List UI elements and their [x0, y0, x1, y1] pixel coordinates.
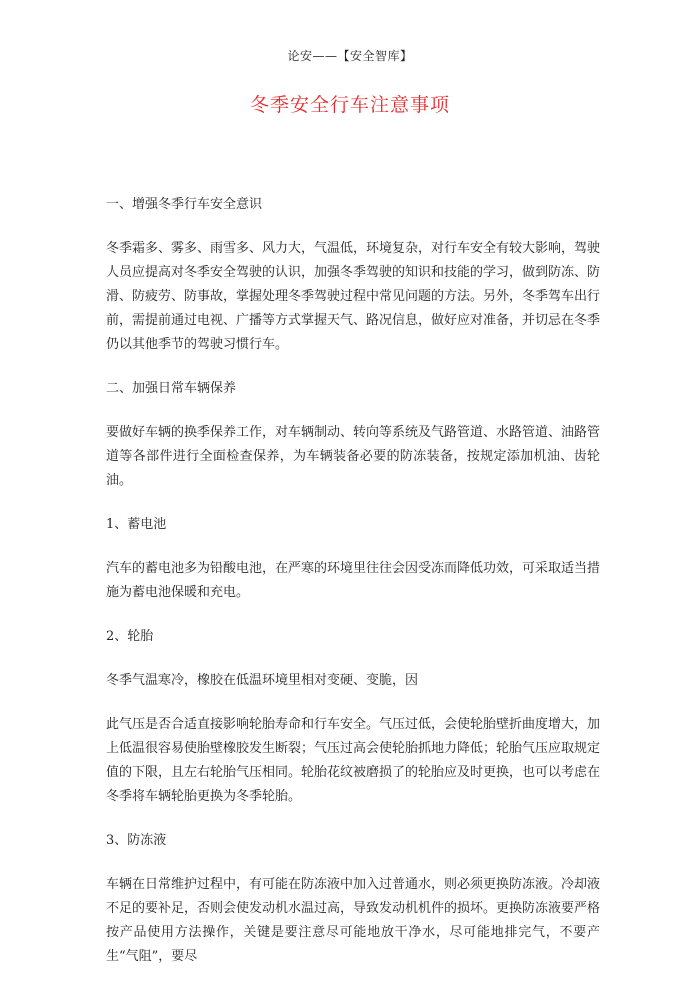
- section-paragraph: 此气压是否合适直接影响轮胎寿命和行车安全。气压过低，会使轮胎壁折曲度增大，加上低温很容易使胎壁橡胶发生断裂；气压过高会使轮胎抓地力降低；轮胎气压应取规定值的下限，且左右轮胎气压相同。轮胎花纹被磨损了的轮胎应及时更换，也可以考虑在冬季将车辆轮胎更换为冬季轮胎。: [106, 717, 601, 804]
- section-heading: 二、加强日常车辆保养: [106, 381, 237, 396]
- section-heading: 1、蓄电池: [106, 517, 167, 532]
- section-paragraph: 要做好车辆的换季保养工作，对车辆制动、转向等系统及气路管道、水路管道、油路管道等各部件进行全面检查保养，为车辆装备必要的防冻装备，按规定添加机油、齿轮油。: [106, 425, 601, 488]
- section-heading: 3、防冻液: [106, 833, 167, 848]
- section-paragraph: 汽车的蓄电池多为铅酸电池，在严寒的环境里往往会因受冻而降低功效，可采取适当措施为蓄电池保暖和充电。: [106, 561, 601, 600]
- document-body: [106, 193, 600, 969]
- section-heading: 2、轮胎: [106, 629, 154, 644]
- document-title: 冬季安全行车注意事项: [249, 94, 450, 116]
- section-heading: 一、增强冬季行车安全意识: [106, 197, 263, 212]
- section-paragraph: 冬季霜多、雾多、雨雪多、风力大，气温低，环境复杂，对行车安全有较大影响，驾驶人员应提高对冬季安全驾驶的认识，加强冬季驾驶的知识和技能的学习，做到防冻、防滑、防疲劳、防事故，掌握处理冬季驾驶过程中常见问题的方法。另外，冬季驾车出行前，需提前通过电视、广播等方式掌握天气、路况信息，做好应对准备，并切忌在冬季仍以其他季节的驾驶习惯行车。: [106, 241, 601, 352]
- page-header: 论安——【安全智库】: [287, 49, 413, 63]
- section-paragraph: 车辆在日常维护过程中，有可能在防冻液中加入过普通水，则必须更换防冻液。冷却液不足的要补足，否则会使发动机水温过高，导致发动机机件的损坏。更换防冻液要严格按产品使用方法操作，关键是要注意尽可能地放干净水，尽可能地排完气，不要产生“气阻”，要尽: [106, 877, 601, 964]
- section-paragraph: 冬季气温寒冷，橡胶在低温环境里相对变硬、变脆，因: [106, 673, 419, 688]
